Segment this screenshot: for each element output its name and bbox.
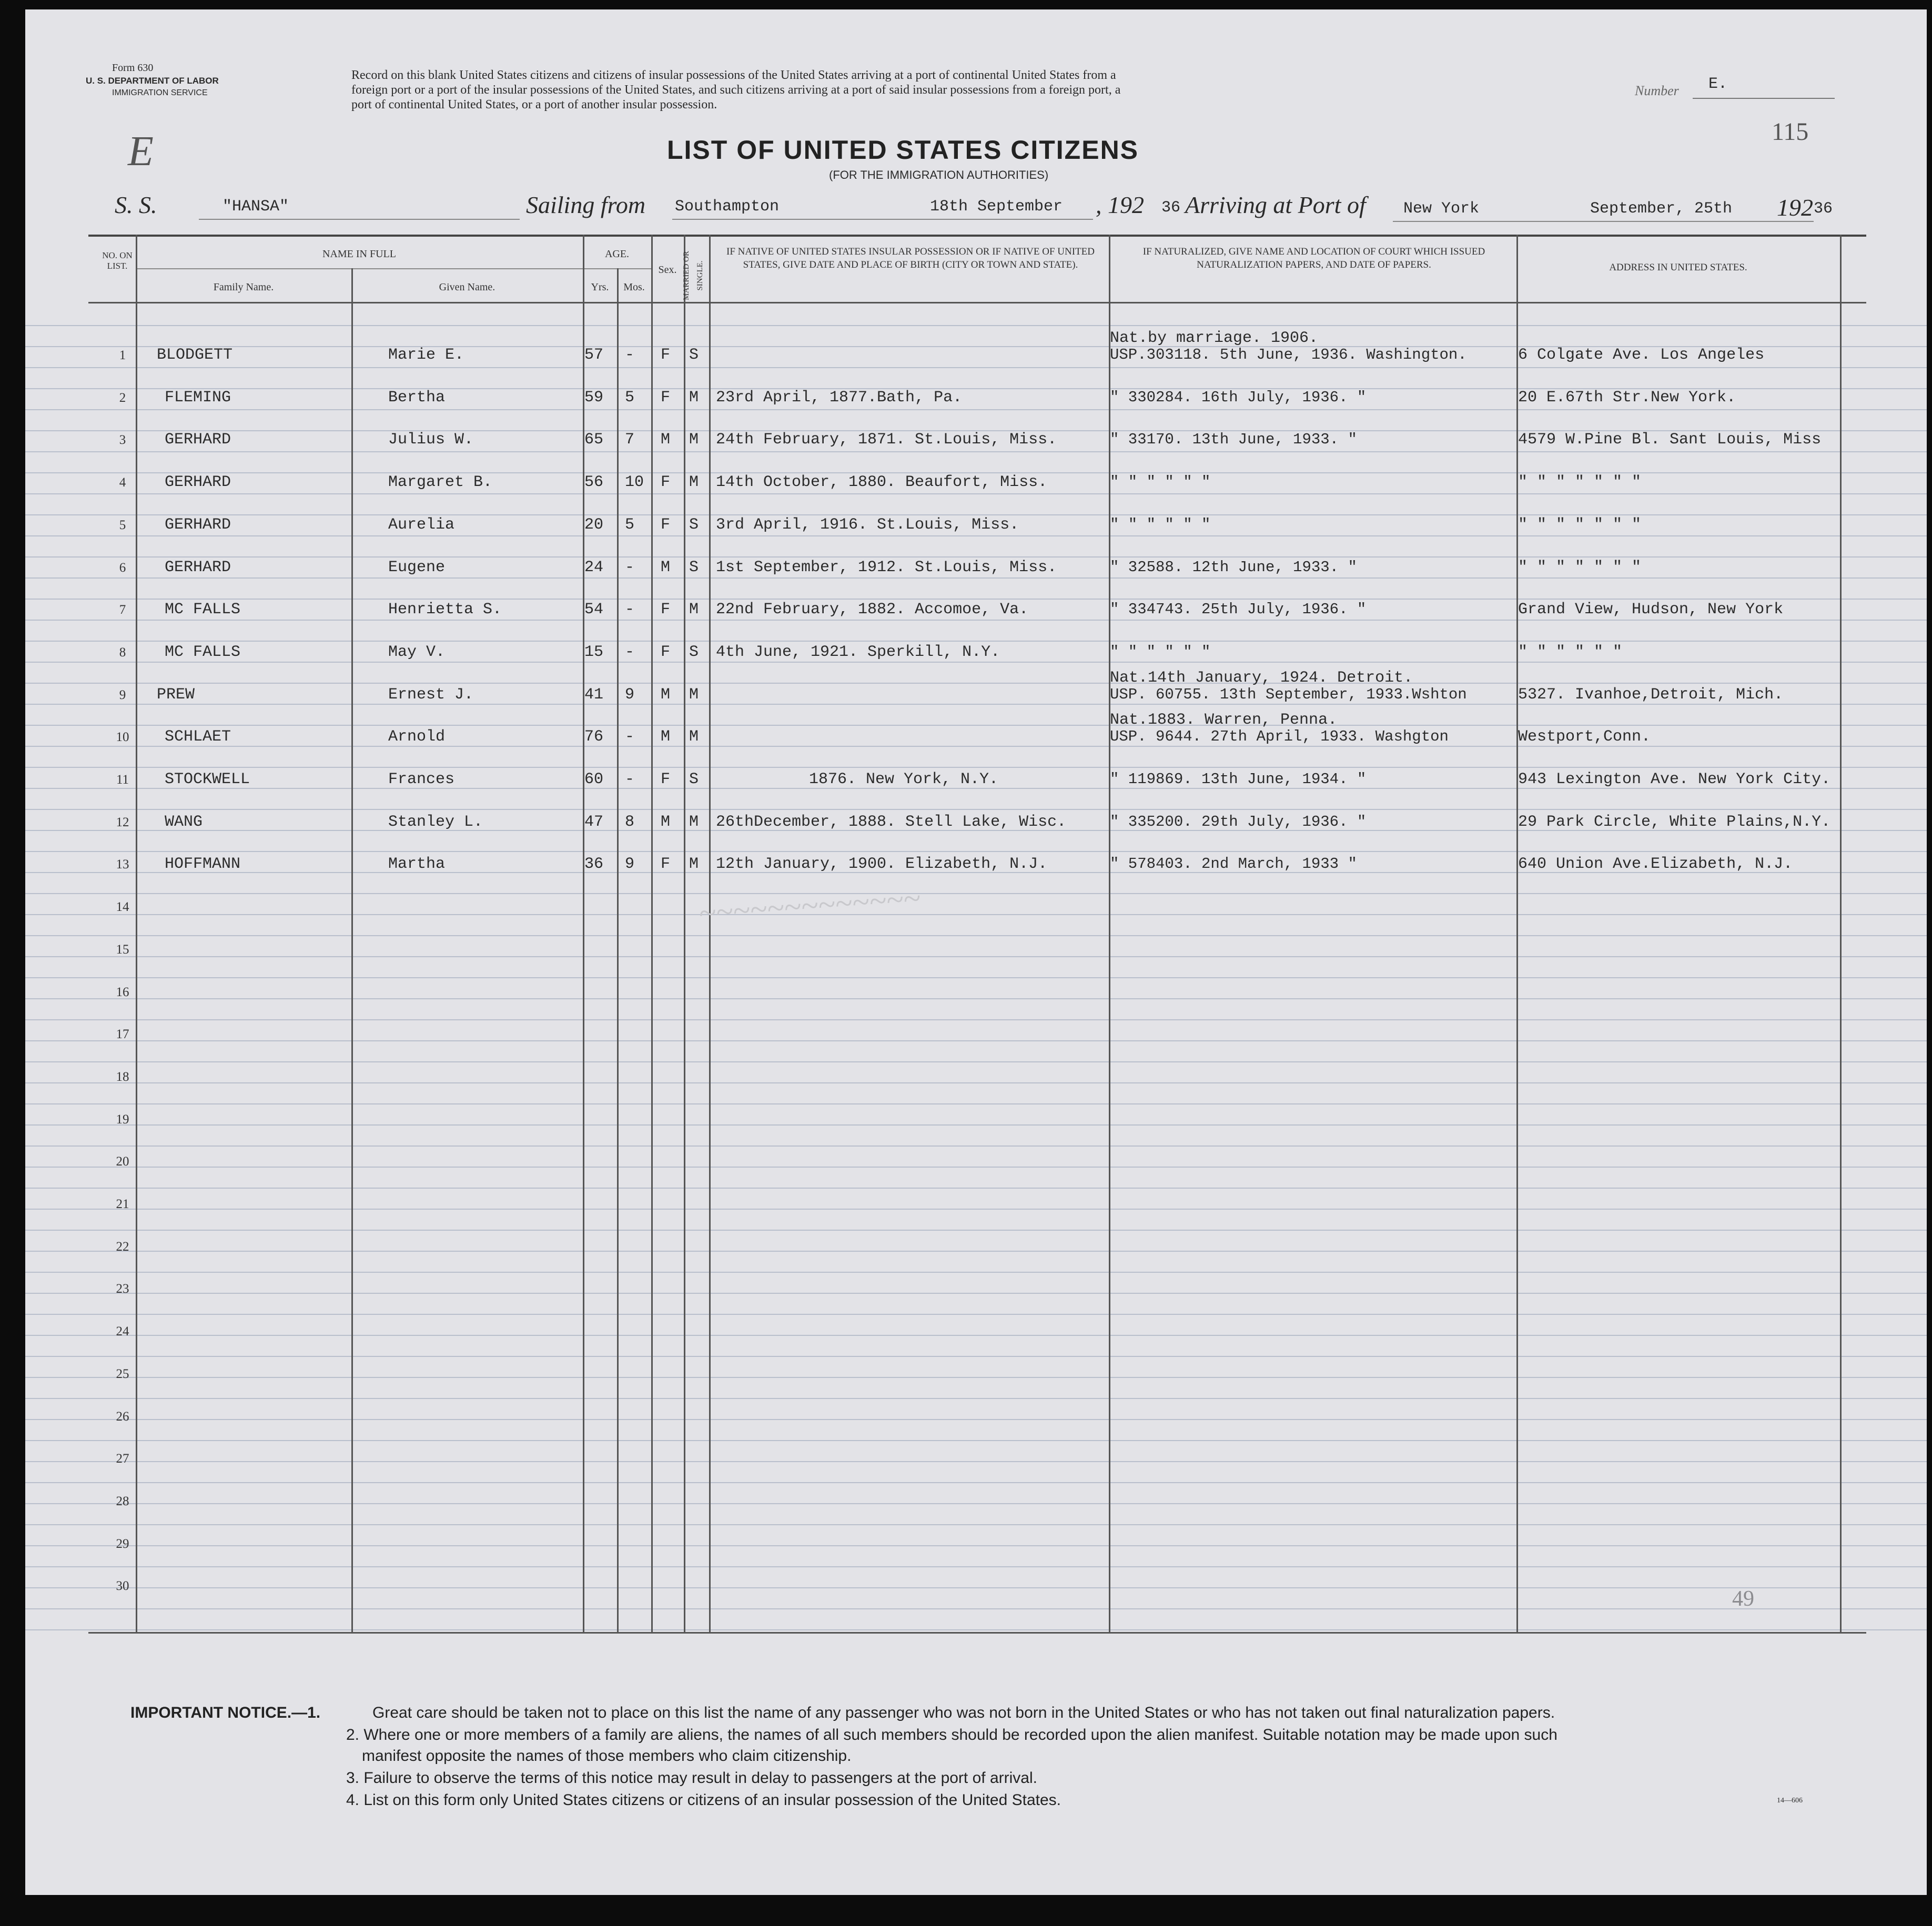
stamp-number: 49 bbox=[1732, 1587, 1754, 1611]
age-years: 36 bbox=[584, 855, 604, 874]
arriving-label: Arriving at Port of bbox=[1185, 191, 1366, 218]
given-name: Margaret B. bbox=[388, 473, 493, 492]
ruled-line bbox=[25, 1503, 1927, 1504]
col-divider bbox=[351, 268, 353, 1634]
arrival-date: September, 25th bbox=[1590, 200, 1733, 218]
row-number: 26 bbox=[116, 1409, 129, 1424]
address: 20 E.67th Str.New York. bbox=[1518, 388, 1736, 407]
header-name-in-full: NAME IN FULL bbox=[322, 248, 396, 260]
ruled-line bbox=[25, 1608, 1927, 1609]
marital-status: S bbox=[689, 771, 699, 788]
ruled-line bbox=[25, 1124, 1927, 1126]
row-number: 24 bbox=[116, 1324, 129, 1339]
ruled-line bbox=[25, 1419, 1927, 1420]
sex: M bbox=[661, 685, 671, 704]
col-divider bbox=[1840, 235, 1842, 1634]
family-name: MC FALLS bbox=[165, 643, 241, 661]
ship-name: "HANSA" bbox=[222, 198, 289, 216]
ruled-line bbox=[25, 683, 1927, 684]
ruled-line bbox=[25, 409, 1927, 410]
sex: F bbox=[661, 515, 671, 534]
ruled-line bbox=[25, 1482, 1927, 1483]
age-months: 8 bbox=[625, 813, 635, 831]
address: " " " " " " bbox=[1518, 643, 1623, 661]
family-name: BLODGETT bbox=[157, 346, 233, 364]
ruled-line bbox=[25, 767, 1927, 768]
age-months: 5 bbox=[625, 388, 635, 407]
sex: F bbox=[661, 643, 671, 661]
ruled-line bbox=[25, 1146, 1927, 1147]
page-number: 115 bbox=[1772, 118, 1809, 146]
naturalization-line-1: Nat.by marriage. 1906. bbox=[1110, 329, 1319, 347]
ruled-line bbox=[25, 725, 1927, 726]
address: " " " " " " " bbox=[1518, 558, 1642, 576]
name-header-divider bbox=[136, 268, 583, 269]
instruction-line-1: Record on this blank United States citizens and citizens of insular possessions of the United States arriving at a port of continental United States from a bbox=[351, 68, 1116, 82]
ruled-line bbox=[25, 1440, 1927, 1441]
ruled-line bbox=[25, 893, 1927, 894]
ruled-line bbox=[25, 1209, 1927, 1210]
ruled-line bbox=[25, 451, 1927, 452]
header-naturalized: IF NATURALIZED, GIVE NAME AND LOCATION OF COURT WHICH ISSUED NATURALIZATION PAPERS, AND DATE OF PAPERS. bbox=[1142, 246, 1485, 270]
family-name: GERHARD bbox=[165, 558, 231, 576]
family-name: GERHARD bbox=[165, 431, 231, 449]
ruled-line bbox=[25, 1293, 1927, 1294]
sex: M bbox=[661, 728, 671, 746]
ruled-line bbox=[25, 1167, 1927, 1168]
ruled-line bbox=[25, 1566, 1927, 1567]
arrival-underline bbox=[1393, 221, 1814, 222]
ruled-line bbox=[25, 493, 1927, 494]
service-label: IMMIGRATION SERVICE bbox=[112, 88, 208, 97]
birth-date-place: 3rd April, 1916. St.Louis, Miss. bbox=[716, 515, 1019, 534]
sex: M bbox=[661, 813, 671, 831]
given-name: Aurelia bbox=[388, 515, 455, 534]
page-title: LIST OF UNITED STATES CITIZENS bbox=[667, 135, 1139, 165]
family-name: WANG bbox=[165, 813, 203, 831]
address: 29 Park Circle, White Plains,N.Y. bbox=[1518, 813, 1831, 831]
row-number: 8 bbox=[119, 645, 126, 660]
ruled-line bbox=[25, 746, 1927, 747]
ruled-line bbox=[25, 1103, 1927, 1104]
ruled-line bbox=[25, 977, 1927, 978]
birth-date-place: 4th June, 1921. Sperkill, N.Y. bbox=[716, 643, 1000, 661]
age-years: 54 bbox=[584, 601, 604, 619]
sailing-date: 18th September bbox=[930, 198, 1063, 216]
marital-status: M bbox=[689, 473, 699, 492]
row-number: 10 bbox=[116, 730, 129, 745]
ruled-line bbox=[25, 809, 1927, 810]
col-divider bbox=[684, 235, 685, 1634]
given-name: Arnold bbox=[388, 728, 446, 746]
ship-underline bbox=[199, 219, 520, 220]
year-typed-1: 36 bbox=[1161, 199, 1181, 217]
address: Grand View, Hudson, New York bbox=[1518, 601, 1784, 619]
ruled-line bbox=[25, 1082, 1927, 1083]
row-number: 14 bbox=[116, 900, 129, 915]
margin-mark: E bbox=[128, 128, 154, 175]
number-label: Number bbox=[1635, 83, 1679, 98]
notice-lead: IMPORTANT NOTICE.—1. bbox=[130, 1704, 321, 1721]
age-years: 59 bbox=[584, 388, 604, 407]
header-sex: Sex. bbox=[658, 264, 677, 276]
given-name: Marie E. bbox=[388, 346, 464, 364]
ruled-line bbox=[25, 704, 1927, 705]
ruled-line bbox=[25, 1040, 1927, 1041]
number-value: E. bbox=[1708, 75, 1728, 93]
ruled-line bbox=[25, 620, 1927, 621]
notice-item-2b: manifest opposite the names of those members who claim citizenship. bbox=[362, 1747, 852, 1765]
address: " " " " " " " bbox=[1518, 515, 1642, 534]
age-months: 7 bbox=[625, 431, 635, 449]
age-years: 65 bbox=[584, 431, 604, 449]
header-native: IF NATIVE OF UNITED STATES INSULAR POSSESSION OR IF NATIVE OF UNITED STATES, GIVE DATE AND PLACE OF BIRTH (CITY OR TOWN AND STATE). bbox=[726, 246, 1095, 270]
family-name: HOFFMANN bbox=[165, 855, 241, 874]
row-number: 30 bbox=[116, 1579, 129, 1594]
address: Westport,Conn. bbox=[1518, 728, 1651, 746]
age-months: - bbox=[625, 558, 635, 576]
naturalization-line-2: " 33170. 13th June, 1933. " bbox=[1110, 431, 1357, 449]
row-number: 29 bbox=[116, 1536, 129, 1551]
marital-status: S bbox=[689, 515, 699, 534]
ruled-line bbox=[25, 1629, 1927, 1630]
row-number: 28 bbox=[116, 1494, 129, 1508]
sex: M bbox=[661, 431, 671, 449]
header-yrs: Yrs. bbox=[591, 281, 609, 293]
given-name: Martha bbox=[388, 855, 446, 874]
sex: F bbox=[661, 771, 671, 788]
ruled-line bbox=[25, 662, 1927, 663]
header-bottom-border bbox=[88, 302, 1866, 303]
ruled-line bbox=[25, 998, 1927, 999]
birth-date-place: 14th October, 1880. Beaufort, Miss. bbox=[716, 473, 1048, 492]
age-years: 56 bbox=[584, 473, 604, 492]
ruled-line bbox=[25, 1356, 1927, 1357]
address: 943 Lexington Ave. New York City. bbox=[1518, 771, 1831, 788]
marital-status: S bbox=[689, 346, 699, 364]
age-months: - bbox=[625, 346, 635, 364]
row-number: 22 bbox=[116, 1239, 129, 1254]
address: 5327. Ivanhoe,Detroit, Mich. bbox=[1518, 685, 1784, 704]
row-number: 25 bbox=[116, 1366, 129, 1381]
family-name: PREW bbox=[157, 685, 195, 704]
given-name: Julius W. bbox=[388, 431, 474, 449]
birth-date-place: 22nd February, 1882. Accomoe, Va. bbox=[716, 601, 1029, 619]
row-number: 9 bbox=[119, 687, 126, 702]
row-number: 4 bbox=[119, 475, 126, 490]
ruled-line bbox=[25, 1335, 1927, 1336]
row-number: 23 bbox=[116, 1282, 129, 1296]
given-name: Frances bbox=[388, 771, 455, 788]
ruled-line bbox=[25, 577, 1927, 579]
age-months: - bbox=[625, 728, 635, 746]
naturalization-line-2: " 334743. 25th July, 1936. " bbox=[1110, 601, 1367, 619]
ruled-line bbox=[25, 1398, 1927, 1399]
table-bottom-border bbox=[88, 1632, 1866, 1634]
header-mos: Mos. bbox=[623, 281, 645, 293]
notice-item-1: Great care should be taken not to place on this list the name of any passenger who was not born in the United States or who has not taken out final naturalization papers. bbox=[372, 1704, 1555, 1721]
naturalization-line-2: " 578403. 2nd March, 1933 " bbox=[1110, 855, 1357, 873]
age-years: 57 bbox=[584, 346, 604, 364]
ruled-line bbox=[25, 641, 1927, 642]
age-years: 60 bbox=[584, 771, 604, 788]
age-years: 47 bbox=[584, 813, 604, 831]
row-number: 6 bbox=[119, 560, 126, 575]
sex: M bbox=[661, 558, 671, 576]
sailing-underline bbox=[672, 219, 1093, 220]
row-number: 21 bbox=[116, 1197, 129, 1211]
age-years: 15 bbox=[584, 643, 604, 661]
ruled-line bbox=[25, 514, 1927, 515]
row-number: 1 bbox=[119, 348, 126, 362]
given-name: May V. bbox=[388, 643, 446, 661]
family-name: MC FALLS bbox=[165, 601, 241, 619]
department-label: U. S. DEPARTMENT OF LABOR bbox=[86, 76, 219, 86]
family-name: GERHARD bbox=[165, 473, 231, 492]
instruction-line-3: port of continental United States, or a port of another insular possession. bbox=[351, 98, 717, 111]
row-number: 16 bbox=[116, 985, 129, 999]
instruction-line-2: foreign port or a port of the insular possessions of the United States, and such citizens arriving at a port of said insular possessions from a foreign port, a bbox=[351, 83, 1121, 97]
arrival-port: New York bbox=[1403, 200, 1480, 218]
row-number: 15 bbox=[116, 942, 129, 957]
sex: F bbox=[661, 346, 671, 364]
notice-item-4: 4. List on this form only United States citizens or citizens of an insular possession of the United States. bbox=[346, 1791, 1061, 1809]
ruled-line bbox=[25, 956, 1927, 957]
header-address: ADDRESS IN UNITED STATES. bbox=[1609, 262, 1747, 273]
address: 6 Colgate Ave. Los Angeles bbox=[1518, 346, 1765, 364]
naturalization-line-1: Nat.1883. Warren, Penna. bbox=[1110, 711, 1338, 729]
age-months: - bbox=[625, 771, 635, 788]
birth-date-place: 26thDecember, 1888. Stell Lake, Wisc. bbox=[716, 813, 1067, 831]
row-number: 7 bbox=[119, 603, 126, 617]
address: 640 Union Ave.Elizabeth, N.J. bbox=[1518, 855, 1793, 874]
header-given-name: Given Name. bbox=[439, 281, 495, 293]
ruled-line bbox=[25, 1461, 1927, 1462]
ruled-line bbox=[25, 851, 1927, 852]
given-name: Ernest J. bbox=[388, 685, 474, 704]
row-number: 3 bbox=[119, 433, 126, 448]
faint-handwriting: ~~~~~~~~~~~~~ bbox=[697, 880, 922, 931]
row-number: 5 bbox=[119, 518, 126, 532]
marital-status: S bbox=[689, 558, 699, 576]
ruled-line bbox=[25, 599, 1927, 600]
header-age: AGE. bbox=[604, 248, 630, 260]
row-number: 20 bbox=[116, 1154, 129, 1169]
ruled-line bbox=[25, 1524, 1927, 1525]
ruled-line bbox=[25, 1272, 1927, 1273]
naturalization-line-2: USP. 9644. 27th April, 1933. Washgton bbox=[1110, 728, 1449, 746]
header-family-name: Family Name. bbox=[213, 281, 274, 293]
given-name: Bertha bbox=[388, 388, 446, 407]
header-married: MARRIED OR SINGLE. bbox=[682, 251, 704, 300]
naturalization-line-2: " " " " " " bbox=[1110, 643, 1211, 661]
naturalization-line-2: " 330284. 16th July, 1936. " bbox=[1110, 388, 1367, 406]
birth-date-place: 1st September, 1912. St.Louis, Miss. bbox=[716, 558, 1057, 576]
ruled-line bbox=[25, 1377, 1927, 1378]
naturalization-line-2: USP. 60755. 13th September, 1933.Wshton bbox=[1110, 685, 1467, 703]
age-years: 76 bbox=[584, 728, 604, 746]
notice-item-2a: 2. Where one or more members of a family are aliens, the names of all such members should be recorded upon the alien manifest. Suitable notation may be made upon such bbox=[346, 1726, 1557, 1743]
age-months: 5 bbox=[625, 515, 635, 534]
ruled-line bbox=[25, 1251, 1927, 1252]
sex: F bbox=[661, 388, 671, 407]
ruled-line bbox=[25, 1230, 1927, 1231]
footer-code: 14—606 bbox=[1777, 1797, 1803, 1805]
naturalization-line-1: Nat.14th January, 1924. Detroit. bbox=[1110, 668, 1413, 687]
naturalization-line-2: " " " " " " bbox=[1110, 515, 1211, 533]
row-number: 18 bbox=[116, 1069, 129, 1084]
ruled-line bbox=[25, 1587, 1927, 1588]
marital-status: M bbox=[689, 855, 699, 874]
given-name: Eugene bbox=[388, 558, 446, 576]
year-printed-2: 192 bbox=[1777, 194, 1813, 221]
row-number: 13 bbox=[116, 857, 129, 872]
year-typed-2: 36 bbox=[1814, 200, 1833, 218]
ruled-line bbox=[25, 1188, 1927, 1189]
col-divider bbox=[709, 235, 711, 1634]
ruled-line bbox=[25, 914, 1927, 915]
age-years: 20 bbox=[584, 515, 604, 534]
address: " " " " " " " bbox=[1518, 473, 1642, 492]
age-months: 9 bbox=[625, 855, 635, 874]
sex: F bbox=[661, 473, 671, 492]
naturalization-line-2: " 32588. 12th June, 1933. " bbox=[1110, 558, 1357, 576]
row-number: 2 bbox=[119, 390, 126, 405]
address: 4579 W.Pine Bl. Sant Louis, Miss bbox=[1518, 431, 1822, 449]
birth-date-place: 23rd April, 1877.Bath, Pa. bbox=[716, 388, 963, 407]
family-name: STOCKWELL bbox=[165, 771, 250, 788]
naturalization-line-2: " " " " " " bbox=[1110, 473, 1211, 491]
birth-date-place: 24th February, 1871. St.Louis, Miss. bbox=[716, 431, 1057, 449]
marital-status: S bbox=[689, 643, 699, 661]
ruled-line bbox=[25, 367, 1927, 368]
ruled-line bbox=[25, 935, 1927, 936]
notice-item-3: 3. Failure to observe the terms of this notice may result in delay to passengers at the port of arrival. bbox=[346, 1769, 1037, 1787]
marital-status: M bbox=[689, 728, 699, 746]
table-top-border bbox=[88, 235, 1866, 237]
sex: F bbox=[661, 601, 671, 619]
col-divider bbox=[651, 235, 653, 1634]
family-name: FLEMING bbox=[165, 388, 231, 407]
given-name: Stanley L. bbox=[388, 813, 483, 831]
ruled-line bbox=[25, 1019, 1927, 1020]
number-underline bbox=[1693, 98, 1835, 99]
year-printed-1: , 192 bbox=[1096, 191, 1144, 218]
marital-status: M bbox=[689, 431, 699, 449]
marital-status: M bbox=[689, 813, 699, 831]
row-number: 12 bbox=[116, 815, 129, 829]
page-subtitle: (FOR THE IMMIGRATION AUTHORITIES) bbox=[829, 168, 1049, 181]
marital-status: M bbox=[689, 685, 699, 704]
header-no: NO. ON LIST. bbox=[102, 250, 133, 271]
age-months: 9 bbox=[625, 685, 635, 704]
birth-date-place: 12th January, 1900. Elizabeth, N.J. bbox=[716, 855, 1048, 874]
given-name: Henrietta S. bbox=[388, 601, 502, 619]
manifest-page bbox=[25, 9, 1927, 1895]
age-months: - bbox=[625, 601, 635, 619]
form-number: Form 630 bbox=[112, 62, 154, 74]
age-years: 24 bbox=[584, 558, 604, 576]
ruled-line bbox=[25, 1545, 1927, 1546]
sailing-label: Sailing from bbox=[526, 191, 646, 218]
marital-status: M bbox=[689, 388, 699, 407]
col-divider bbox=[617, 268, 619, 1634]
age-years: 41 bbox=[584, 685, 604, 704]
row-number: 11 bbox=[116, 773, 129, 787]
naturalization-line-2: " 119869. 13th June, 1934. " bbox=[1110, 771, 1367, 788]
row-number: 17 bbox=[116, 1027, 129, 1042]
ss-label: S. S. bbox=[115, 191, 157, 218]
sailing-port: Southampton bbox=[675, 198, 780, 216]
family-name: GERHARD bbox=[165, 515, 231, 534]
ruled-line bbox=[25, 535, 1927, 536]
age-months: 10 bbox=[625, 473, 644, 492]
ruled-line bbox=[25, 325, 1927, 326]
row-number: 19 bbox=[116, 1112, 129, 1127]
family-name: SCHLAET bbox=[165, 728, 231, 746]
naturalization-line-2: USP.303118. 5th June, 1936. Washington. bbox=[1110, 346, 1467, 363]
row-number: 27 bbox=[116, 1452, 129, 1466]
sex: F bbox=[661, 855, 671, 874]
ruled-line bbox=[25, 1314, 1927, 1315]
naturalization-line-2: " 335200. 29th July, 1936. " bbox=[1110, 813, 1367, 830]
ruled-line bbox=[25, 556, 1927, 557]
birth-date-place: 1876. New York, N.Y. bbox=[809, 771, 999, 788]
age-months: - bbox=[625, 643, 635, 661]
marital-status: M bbox=[689, 601, 699, 619]
ruled-line bbox=[25, 1061, 1927, 1062]
